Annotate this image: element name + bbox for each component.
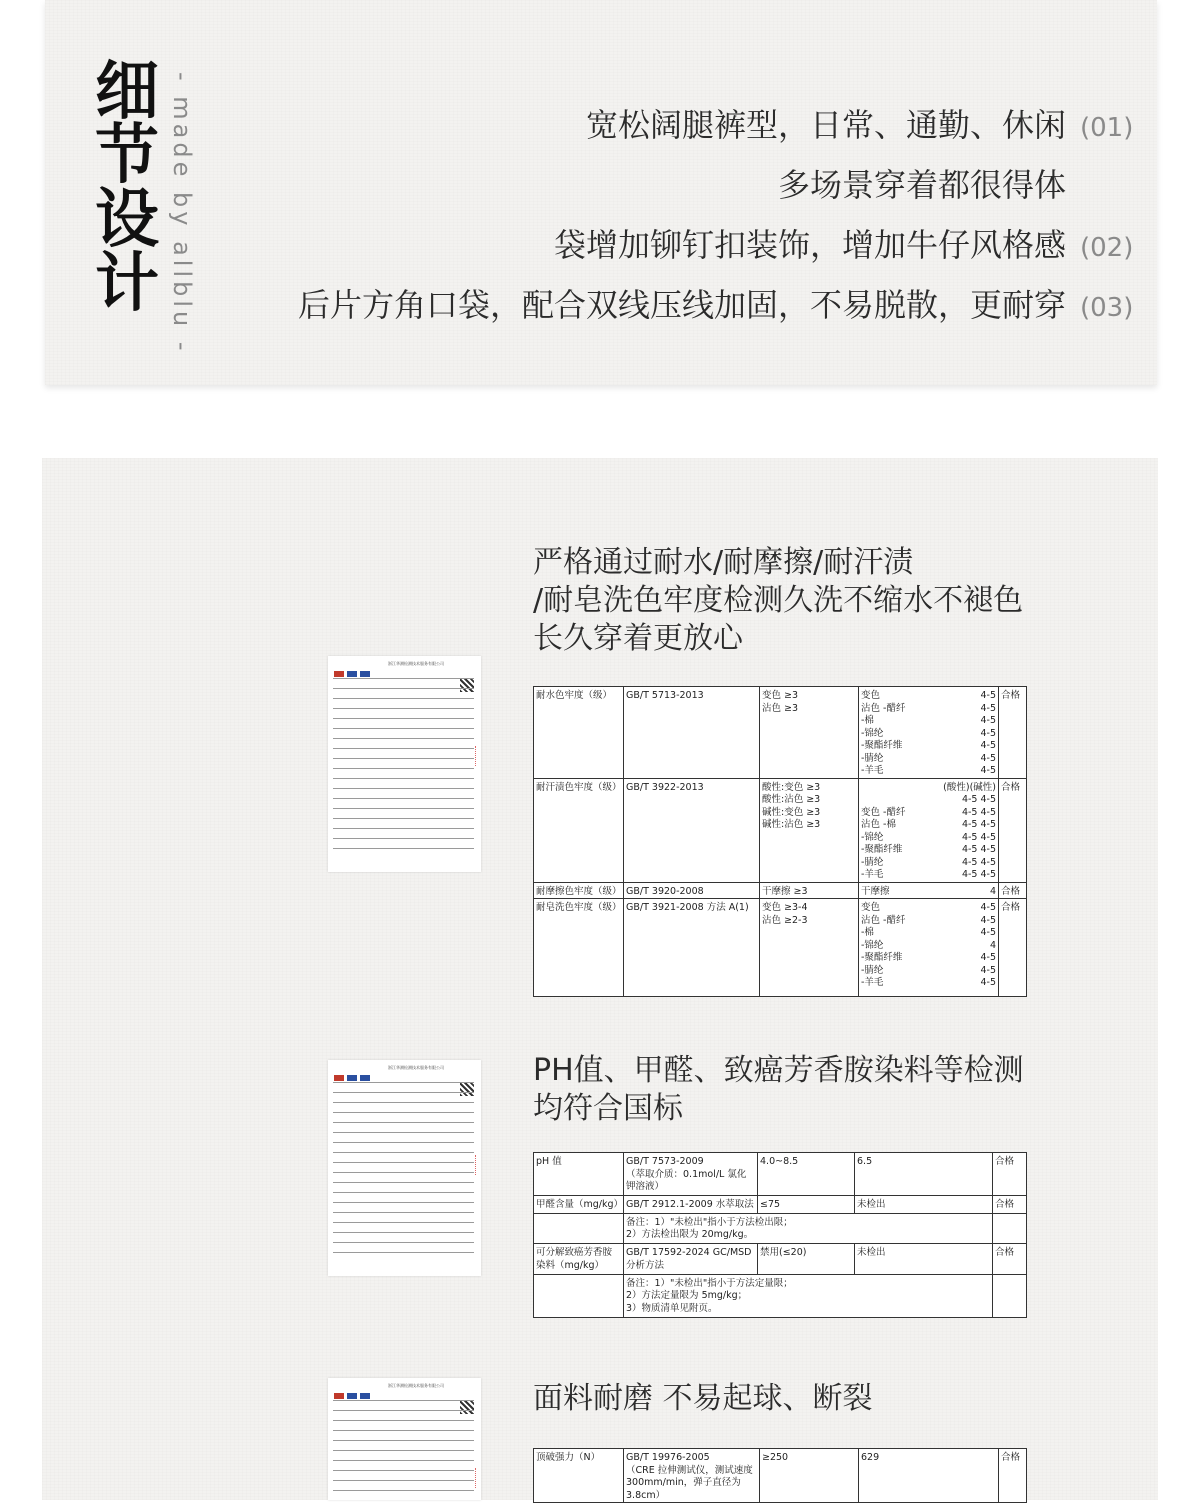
test-result: 干摩擦 4: [859, 882, 999, 899]
requirement: ≤75: [758, 1196, 855, 1213]
table-row: [534, 882, 1027, 899]
title-char: 设: [95, 183, 159, 257]
verdict: 合格: [993, 1196, 1027, 1213]
report-header-text: 浙江华测检测技术服务有限公司: [388, 661, 444, 666]
feature-line-3: 袋增加铆钉扣装饰，增加牛仔风格感 (02): [553, 226, 1134, 264]
certification-logos: [334, 662, 374, 669]
requirement: 禁用(≤20): [758, 1244, 855, 1274]
test-item: 耐汗渍色牢度（级）: [534, 778, 624, 882]
test-result: 变色 4-5 沾色 -醋纤 4-5 -棉 4-5 -锦纶 4-5 -聚酯纤维 4-5 -腈纶 4-5 -羊毛 4-5: [859, 687, 999, 779]
test-item: 耐水色牢度（级）: [534, 687, 624, 779]
requirement: 变色 ≥3 沾色 ≥3: [760, 687, 859, 779]
chemical-test-table: [533, 1152, 1027, 1318]
certification-logos: [334, 1066, 374, 1073]
verdict: 合格: [999, 899, 1027, 997]
detail-design-title: [92, 55, 162, 321]
title-char: 节: [95, 119, 159, 193]
verdict: 合格: [999, 687, 1027, 779]
table-row: [534, 687, 1027, 779]
test-item: 耐皂洗色牢度（级）: [534, 899, 624, 997]
feature-number: (01): [1080, 113, 1134, 143]
row-spacer: [534, 1213, 624, 1243]
brand-subtitle: - made by allblu -: [168, 72, 196, 355]
report-table-lines: [333, 678, 474, 858]
report-header-text: 浙江华测检测技术服务有限公司: [388, 1383, 444, 1388]
table-row: [534, 1196, 1027, 1213]
stamp-mark: [475, 1468, 479, 1488]
verdict: 合格: [993, 1153, 1027, 1196]
test-result: 变色 4-5 沾色 -醋纤 4-5 -棉 4-5 -锦纶 4 -聚酯纤维 4-5 -腈纶 4-5 -羊毛 4-5: [859, 899, 999, 997]
report-thumbnail-1[interactable]: [328, 656, 481, 872]
feature-line-1: 宽松阔腿裤型，日常、通勤、休闲 (01): [585, 106, 1134, 144]
colorfastness-test-table: [533, 686, 1027, 997]
test-note: 备注：1）"未检出"指小于方法检出限； 2）方法检出限为 20mg/kg。: [624, 1213, 993, 1243]
colorfastness-claim: 严格通过耐水/耐摩擦/耐汗渍 /耐皂洗色牢度检测久洗不缩水不褪色 长久穿着更放心: [533, 545, 1024, 656]
requirement: 4.0~8.5: [758, 1153, 855, 1196]
report-thumbnail-3[interactable]: [328, 1378, 481, 1500]
test-method: GB/T 3921-2008 方法 A(1): [624, 899, 760, 997]
table-row: [534, 778, 1027, 882]
table-row: [534, 899, 1027, 997]
stamp-mark: [475, 746, 479, 766]
test-result: (酸性)(碱性) 4-5 4-5 变色 -醋纤 4-5 4-5 沾色 -棉 4-5 4-5 -锦纶 4-5 4-5 -聚酯纤维 4-5 4-5 -腈纶 4-5 4-5 -羊毛 4-5 4-5: [859, 778, 999, 882]
requirement: 干摩擦 ≥3: [760, 882, 859, 899]
title-char: 细: [95, 55, 159, 129]
requirement: 变色 ≥3-4 沾色 ≥2-3: [760, 899, 859, 997]
test-item: 可分解致癌芳香胺染料（mg/kg）: [534, 1244, 624, 1274]
feature-number: (02): [1080, 233, 1134, 263]
table-row: [534, 1244, 1027, 1274]
report-thumbnail-2[interactable]: [328, 1060, 481, 1276]
verdict: 合格: [999, 778, 1027, 882]
test-item: 甲醛含量（mg/kg）: [534, 1196, 624, 1213]
table-row: [534, 1153, 1027, 1196]
feature-number: (03): [1080, 293, 1134, 323]
verdict: 合格: [993, 1244, 1027, 1274]
verdict: 合格: [999, 1449, 1027, 1503]
verdict: 合格: [999, 882, 1027, 899]
report-table-lines: [333, 1082, 474, 1262]
report-header-text: 浙江华测检测技术服务有限公司: [388, 1065, 444, 1070]
table-row: [534, 1213, 1027, 1243]
certification-logos: [334, 1384, 374, 1391]
feature-line-4: 后片方角口袋，配合双线压线加固，不易脱散，更耐穿 (03): [297, 286, 1134, 324]
test-method: GB/T 7573-2009 （萃取介质：0.1mol/L 氯化钾溶液）: [624, 1153, 758, 1196]
verdict-spacer: [993, 1213, 1027, 1243]
test-item: 耐摩擦色牢度（级）: [534, 882, 624, 899]
test-result: 未检出: [855, 1196, 993, 1213]
requirement: 酸性:变色 ≥3 酸性:沾色 ≥3 碱性:变色 ≥3 碱性:沾色 ≥3: [760, 778, 859, 882]
table-row: [534, 1449, 1027, 1503]
test-method: GB/T 2912.1-2009 水萃取法: [624, 1196, 758, 1213]
test-result: 6.5: [855, 1153, 993, 1196]
test-item: pH 值: [534, 1153, 624, 1196]
row-spacer: [534, 1274, 624, 1318]
chemical-safety-claim: PH值、甲醛、致癌芳香胺染料等检测 均符合国标: [533, 1053, 1024, 1126]
test-method: GB/T 3922-2013: [624, 778, 760, 882]
strength-test-table: [533, 1448, 1027, 1503]
test-method: GB/T 17592-2024 GC/MSD 分析方法: [624, 1244, 758, 1274]
test-method: GB/T 3920-2008: [624, 882, 760, 899]
test-note: 备注：1）"未检出"指小于方法定量限； 2）方法定量限为 5mg/kg； 3）物质清单见附页。: [624, 1274, 993, 1318]
report-table-lines: [333, 1400, 474, 1500]
verdict-spacer: [993, 1274, 1027, 1318]
table-row: [534, 1274, 1027, 1318]
test-method: GB/T 19976-2005 （CRE 拉伸测试仪，测试速度 300mm/min，弹子直径为 3.8cm）: [624, 1449, 760, 1503]
test-result: 629: [859, 1449, 999, 1503]
stamp-mark: [475, 1155, 479, 1175]
test-method: GB/T 5713-2013: [624, 687, 760, 779]
abrasion-claim: 面料耐磨 不易起球、断裂: [533, 1381, 873, 1416]
title-char: 计: [95, 247, 159, 321]
test-item: 顶破强力（N）: [534, 1449, 624, 1503]
feature-line-2: 多场景穿着都很得体: [777, 166, 1066, 204]
requirement: ≥250: [760, 1449, 859, 1503]
test-result: 未检出: [855, 1244, 993, 1274]
